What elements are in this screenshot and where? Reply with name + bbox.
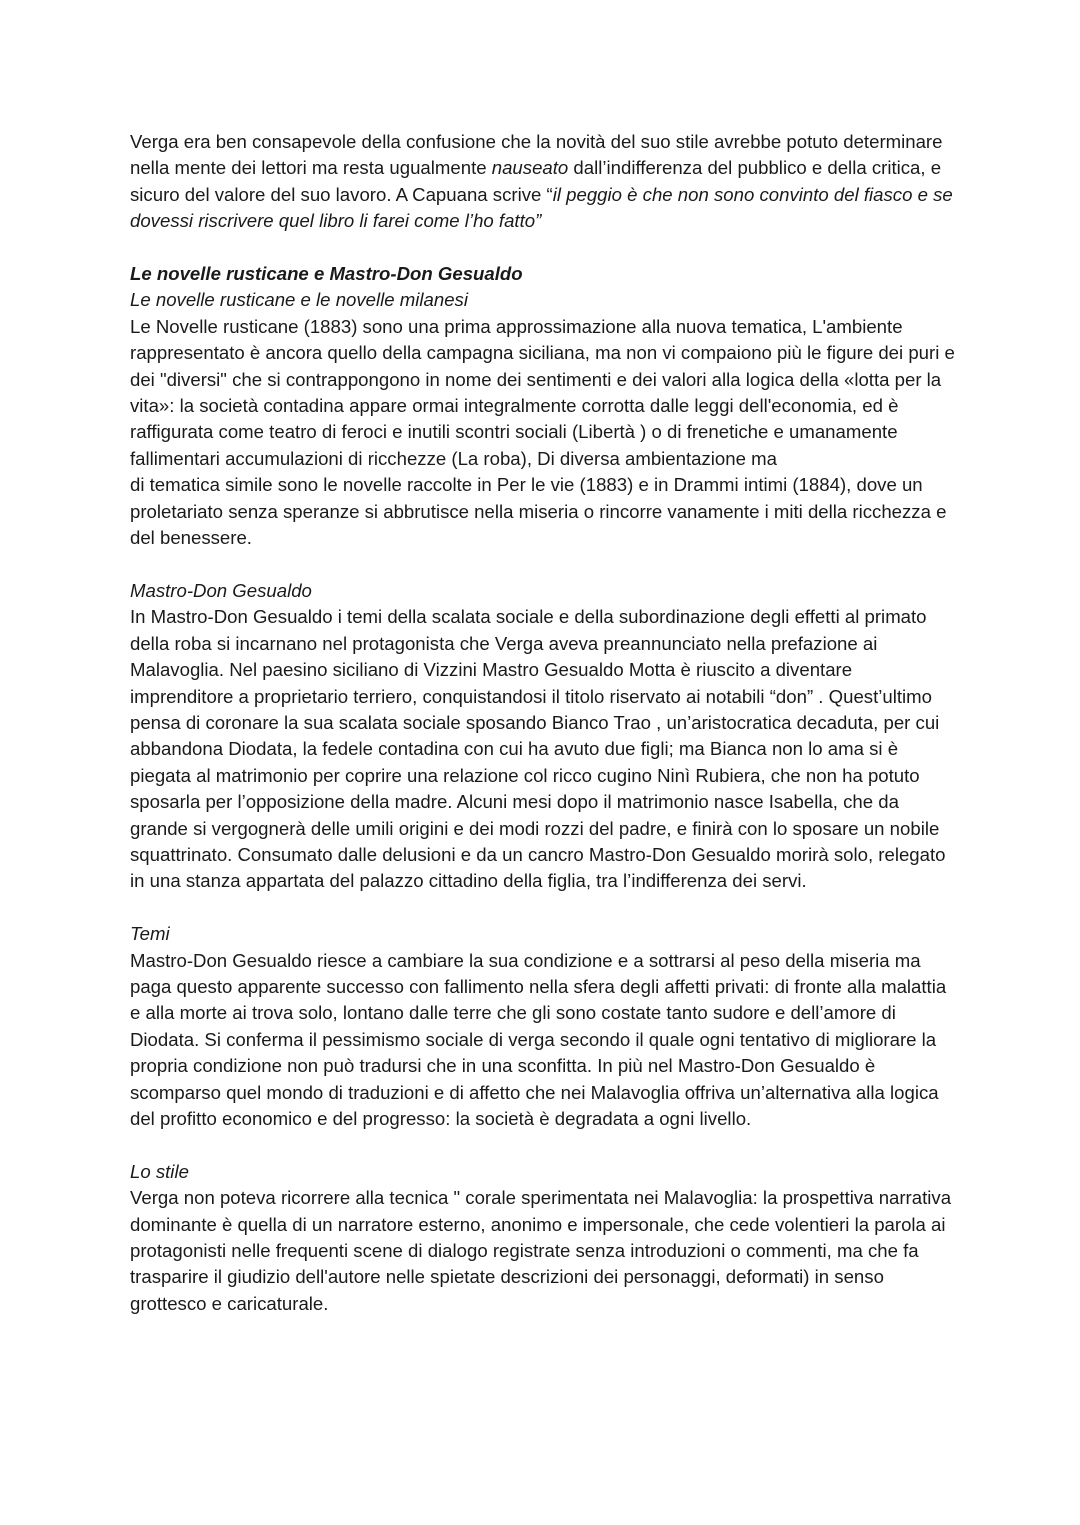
intro-text-2: dall’indifferenza del pubblico e della critica, e sicuro del valore del suo lavoro. A Capuana scrive “ [130, 157, 942, 205]
intro-text-1: Verga era ben consapevole della confusione che la novità del suo stile avrebbe potuto determinare nella mente dei lettori ma resta ugualmente [130, 131, 943, 179]
intro-emphasis: nauseato [491, 157, 569, 179]
temi-subtitle: Temi [130, 923, 170, 945]
spacer [130, 1132, 960, 1158]
novelle-subtitle: Le novelle rusticane e le novelle milanesi [130, 289, 468, 311]
spacer [130, 895, 960, 921]
spacer [130, 235, 960, 261]
stile-paragraph: Verga non poteva ricorrere alla tecnica " corale sperimentata nei Malavoglia: la prospettiva narrativa dominante è quella di un narratore esterno, anonimo e impersonale, che cede volentieri la parola ai protagonisti nelle frequenti scene di dialogo registrate senza introduzioni o commenti, ma che fa trasparire il giudizio dell'autore nelle spietate descrizioni dei personaggi, deformati) in senso grottesco e caricaturale. [130, 1187, 952, 1314]
stile-subtitle: Lo stile [130, 1160, 189, 1182]
intro-paragraph [130, 129, 960, 235]
temi-paragraph: Mastro-Don Gesualdo riesce a cambiare la sua condizione e a sottrarsi al peso della miseria ma paga questo apparente successo con fallimento nella sfera degli affetti privati: di fronte alla malattia e alla morte ai trova solo, lontano dalle terre che gli sono costate tanto sudore e dell’amore di Diodata. Si conferma il pessimismo sociale di verga secondo il quale ogni tentativo di migliorare la propria condizione non può tradursi che in una sconfitta. In più nel Mastro-Don Gesualdo è scomparso quel mondo di traduzioni e di affetto che nei Malavoglia offriva un’alternativa alla logica del profitto economico e del progresso: la società è degradata a ogni livello. [130, 949, 947, 1129]
document-page [130, 129, 960, 1317]
mastro-paragraph: In Mastro-Don Gesualdo i temi della scalata sociale e della subordinazione degli effetti al primato della roba si incarnano nel protagonista che Verga aveva preannunciato nella prefazione ai Malavoglia. Nel paesino siciliano di Vizzini Mastro Gesualdo Motta è riuscito a diventare imprenditore a proprietario terriero, conquistandosi il titolo riservato ai notabili “don” . Quest’ultimo pensa di coronare la sua scalata sociale sposando Bianco Trao , un’aristocratica decaduta, per cui abbandona Diodata, la fedele contadina con cui ha avuto due figli; ma Bianca non lo ama si è piegata al matrimonio per coprire una relazione col ricco cugino Ninì Rubiera, che non ha potuto sposarla per l’opposizione della madre. Alcuni mesi dopo il matrimonio nasce Isabella, che da grande si vergognerà delle umili origini e dei modi rozzi del padre, e finirà con lo sposare un nobile squattrinato. Consumato dalle delusioni e da un cancro Mastro-Don Gesualdo morirà solo, relegato in una stanza appartata del palazzo cittadino della figlia, tra l’indifferenza dei servi. [130, 606, 946, 892]
spacer [130, 551, 960, 577]
section-title: Le novelle rusticane e Mastro-Don Gesualdo [130, 263, 523, 285]
novelle-paragraph-2: di tematica simile sono le novelle raccolte in Per le vie (1883) e in Drammi intimi (1884), dove un proletariato senza speranze si abbrutisce nella miseria o rincorre vanamente i miti della ricchezza e del benessere. [130, 474, 947, 549]
intro-quote: il peggio è che non sono convinto del fiasco e se dovessi riscrivere quel libro li farei come l’ho fatto” [130, 183, 953, 232]
mastro-subtitle: Mastro-Don Gesualdo [130, 579, 312, 601]
novelle-paragraph-1: Le Novelle rusticane (1883) sono una prima approssimazione alla nuova tematica, L'ambiente rappresentato è ancora quello della campagna siciliana, ma non vi compaiono più le figure dei puri e dei "diversi" che si contrappongono in nome dei sentimenti e dei valori alla logica della «lotta per la vita»: la società contadina appare ormai integralmente corrotta dalle leggi dell'economia, ed è raffigurata come teatro di feroci e inutili scontri sociali (Libertà ) o di frenetiche e umanamente fallimentari accumulazioni di ricchezze (La roba), Di diversa ambientazione ma [130, 315, 955, 469]
